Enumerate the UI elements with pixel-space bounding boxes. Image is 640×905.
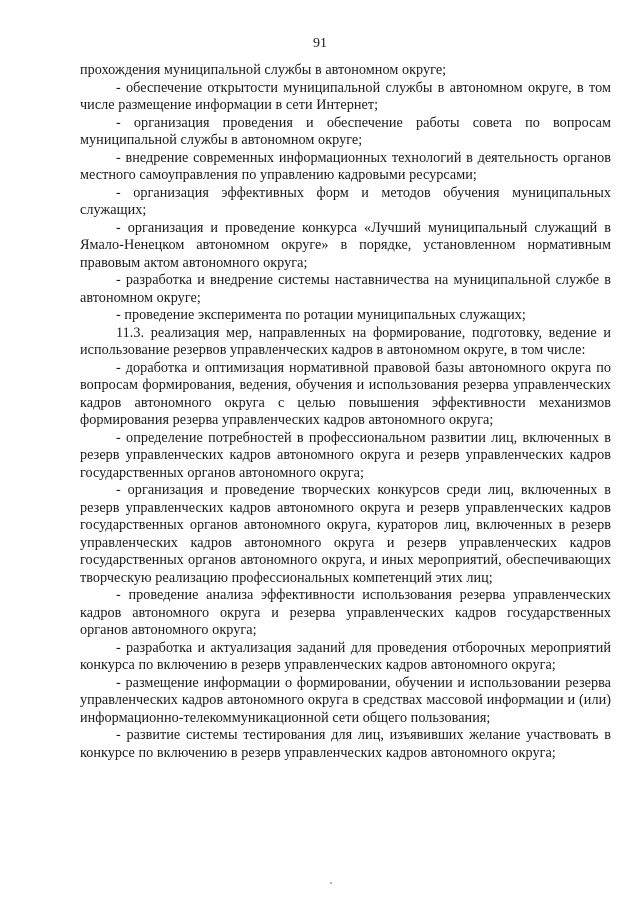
list-item: - организация и проведение конкурса «Лучший муниципальный служащий в Ямало-Ненецком автономном округе» в порядке, установленном нормативным правовым актом автономного округа; [80, 219, 611, 271]
list-item: - проведение эксперимента по ротации муниципальных служащих; [116, 307, 526, 323]
list-item: - размещение информации о формировании, обучении и использовании резерва управленческих кадров автономного округа в средствах массовой информации и (или) информационно-телекоммуникационной сети общего пользования; [80, 674, 611, 726]
list-item: - развитие системы тестирования для лиц, изъявивших желание участвовать в конкурсе по включению в резерв управленческих кадров автономного округа; [80, 727, 611, 761]
list-item: - разработка и актуализация заданий для проведения отборочных мероприятий конкурса по включению в резерв управленческих кадров автономного округа; [80, 639, 611, 673]
list-item: - проведение анализа эффективности использования резерва управленческих кадров автономного округа и резерва управленческих кадров государственных органов автономного округа; [80, 587, 611, 638]
list-item: - внедрение современных информационных технологий в деятельность органов местного самоуправления по управлению кадровыми ресурсами; [80, 149, 611, 183]
paragraph-continuation: прохождения муниципальной службы в автономном округе; [80, 62, 447, 78]
page-number: 91 [313, 36, 327, 51]
list-item: - обеспечение открытости муниципальной службы в автономном округе, в том числе размещение информации в сети Интернет; [80, 79, 611, 113]
list-item: - доработка и оптимизация нормативной правовой базы автономного округа по вопросам формирования, ведения, обучения и использования резерва управленческих кадров автономного округа с целью повышения эффективности механизмов формирования резерва управленческих кадров автономного округа; [80, 359, 611, 428]
list-item: - организация и проведение творческих конкурсов среди лиц, включенных в резерв управленческих кадров автономного округа и резерв управленческих кадров государственных органов автономного округа, кураторов лиц, включенных в резерв управленческих кадров автономного округа и резерв управленческих кадров государственных органов автономного округа, и иных мероприятий, обеспечивающих творческую реализацию профессиональных компетенций этих лиц; [80, 482, 611, 586]
list-item: - разработка и внедрение системы наставничества на муниципальной службе в автономном округе; [80, 272, 611, 306]
document-body [80, 62, 611, 762]
scan-artifact [330, 882, 332, 884]
section-clause: 11.3. реализация мер, направленных на формирование, подготовку, ведение и использование резервов управленческих кадров в автономном округе, в том числе: [80, 324, 611, 358]
list-item: - организация эффективных форм и методов обучения муниципальных служащих; [80, 184, 611, 218]
list-item: - определение потребностей в профессиональном развитии лиц, включенных в резерв управленческих кадров автономного округа и резерв управленческих кадров государственных органов автономного округа; [80, 429, 611, 481]
list-item: - организация проведения и обеспечение работы совета по вопросам муниципальной службы в автономном округе; [80, 114, 611, 148]
